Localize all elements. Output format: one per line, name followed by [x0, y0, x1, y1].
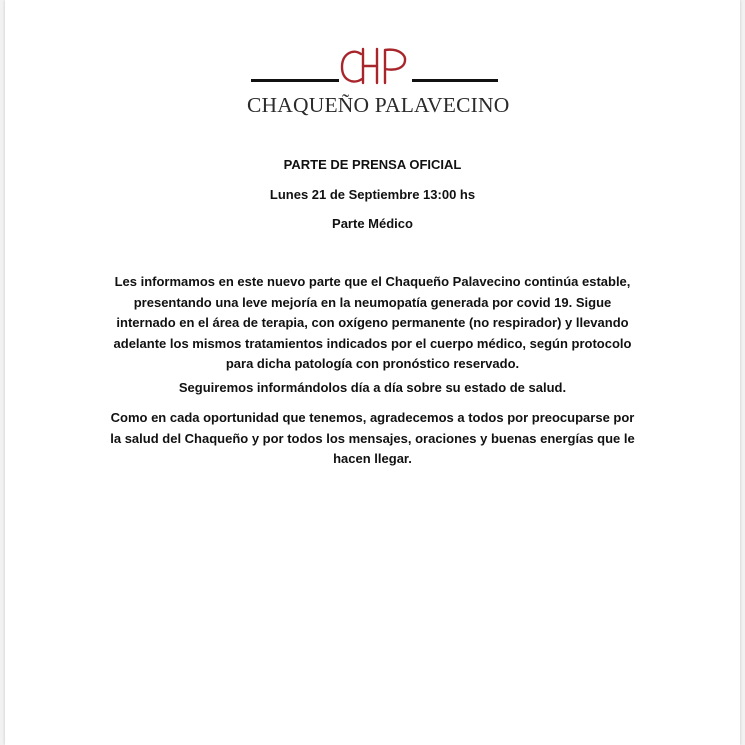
press-release-title: PARTE DE PRENSA OFICIAL [283, 157, 462, 172]
paragraph-line: adelante los mismos tratamientos indicados por el cuerpo médico, según protocolo [113, 335, 632, 351]
paragraph-line: Les informamos en este nuevo parte que el Chaqueño Palavecino continúa estable, [114, 274, 631, 289]
paragraph-line: internado en el área de terapia, con oxígeno permanente (no respirador) y llevando [116, 315, 629, 331]
document-page [5, 0, 740, 745]
paragraph-thanks [5, 408, 740, 470]
logo-left-rule [251, 79, 339, 82]
paragraph-line: para dicha patología con pronóstico reservado. [225, 356, 520, 372]
logo-right-rule [412, 79, 498, 82]
chp-monogram-icon [339, 46, 409, 86]
paragraph-line: Como en cada oportunidad que tenemos, agradecemos a todos por preocuparse por [110, 410, 635, 425]
paragraph-line: Seguiremos informándolos día a día sobre su estado de salud. [178, 380, 567, 395]
chaqueno-palavecino-logo [247, 44, 509, 124]
logo-name: CHAQUEÑO PALAVECINO [247, 93, 510, 117]
paragraph-line: presentando una leve mejoría en la neumopatía generada por covid 19. Sigue [133, 294, 612, 310]
paragraph-health-status [5, 272, 740, 375]
press-release-subtitle: Parte Médico [332, 216, 413, 231]
paragraph-line: hacen llegar. [333, 451, 412, 467]
press-release-date: Lunes 21 de Septiembre 13:00 hs [269, 187, 476, 202]
paragraph-updates [5, 378, 740, 399]
paragraph-line: la salud del Chaqueño y por todos los mensajes, oraciones y buenas energías que le [110, 430, 635, 446]
